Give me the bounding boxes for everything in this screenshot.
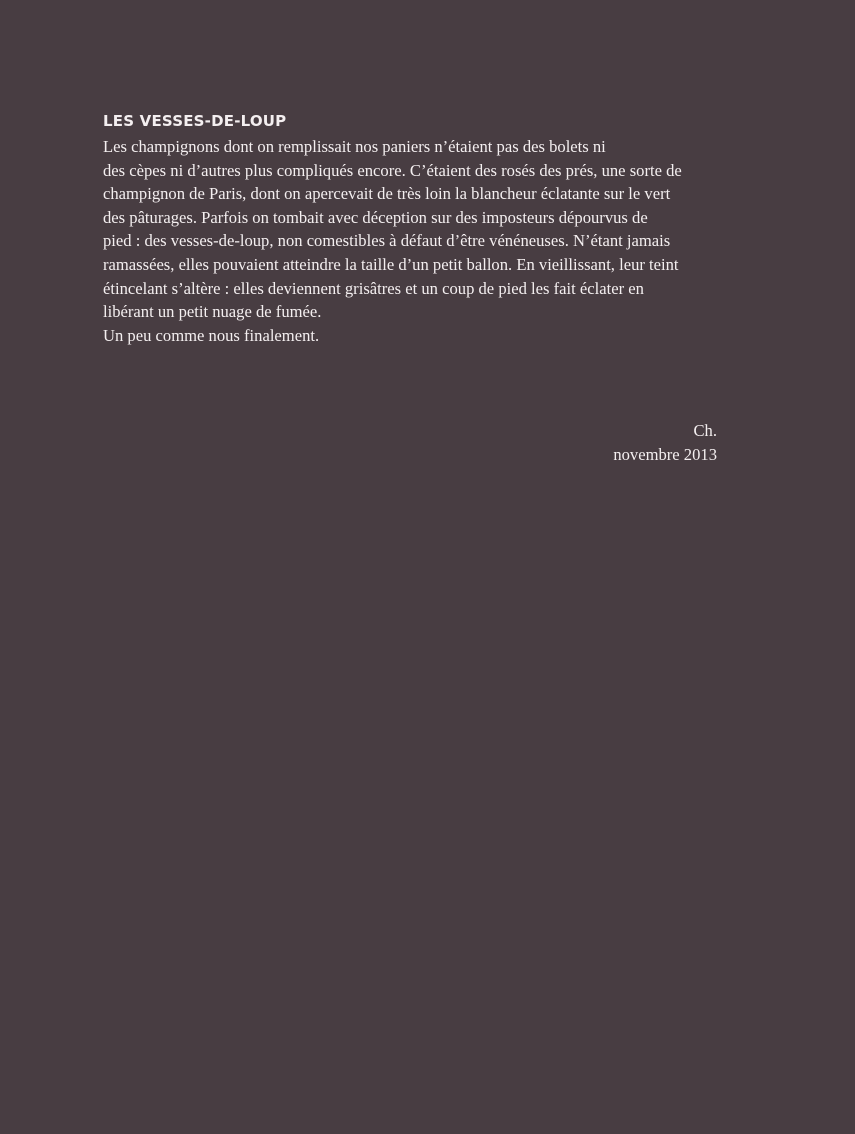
body-line: ramassées, elles pouvaient atteindre la taille d’un petit ballon. En vieillissant, leur teint <box>103 254 679 274</box>
body-line: Les champignons dont on remplissait nos paniers n’étaient pas des bolets ni <box>103 137 606 156</box>
signature <box>613 419 717 466</box>
signature-date: novembre 2013 <box>613 444 717 464</box>
body-line: libérant un petit nuage de fumée. <box>103 302 322 322</box>
article <box>103 111 717 464</box>
article-body <box>103 135 717 347</box>
body-line: pied : des vesses-de-loup, non comestibles à défaut d’être vénéneuses. N’étant jamais <box>103 231 671 251</box>
body-line: Un peu comme nous finalement. <box>103 325 320 345</box>
body-line: étincelant s’altère : elles deviennent grisâtres et un coup de pied les fait éclater en <box>103 278 644 298</box>
body-line: des cèpes ni d’autres plus compliqués encore. C’étaient des rosés des prés, une sorte de <box>103 160 682 180</box>
article-title: LES VESSES-DE-LOUP <box>103 112 287 130</box>
signature-author: Ch. <box>693 421 717 440</box>
body-line: des pâturages. Parfois on tombait avec déception sur des imposteurs dépourvus de <box>103 207 648 227</box>
body-line: champignon de Paris, dont on apercevait de très loin la blancheur éclatante sur le vert <box>103 184 671 204</box>
